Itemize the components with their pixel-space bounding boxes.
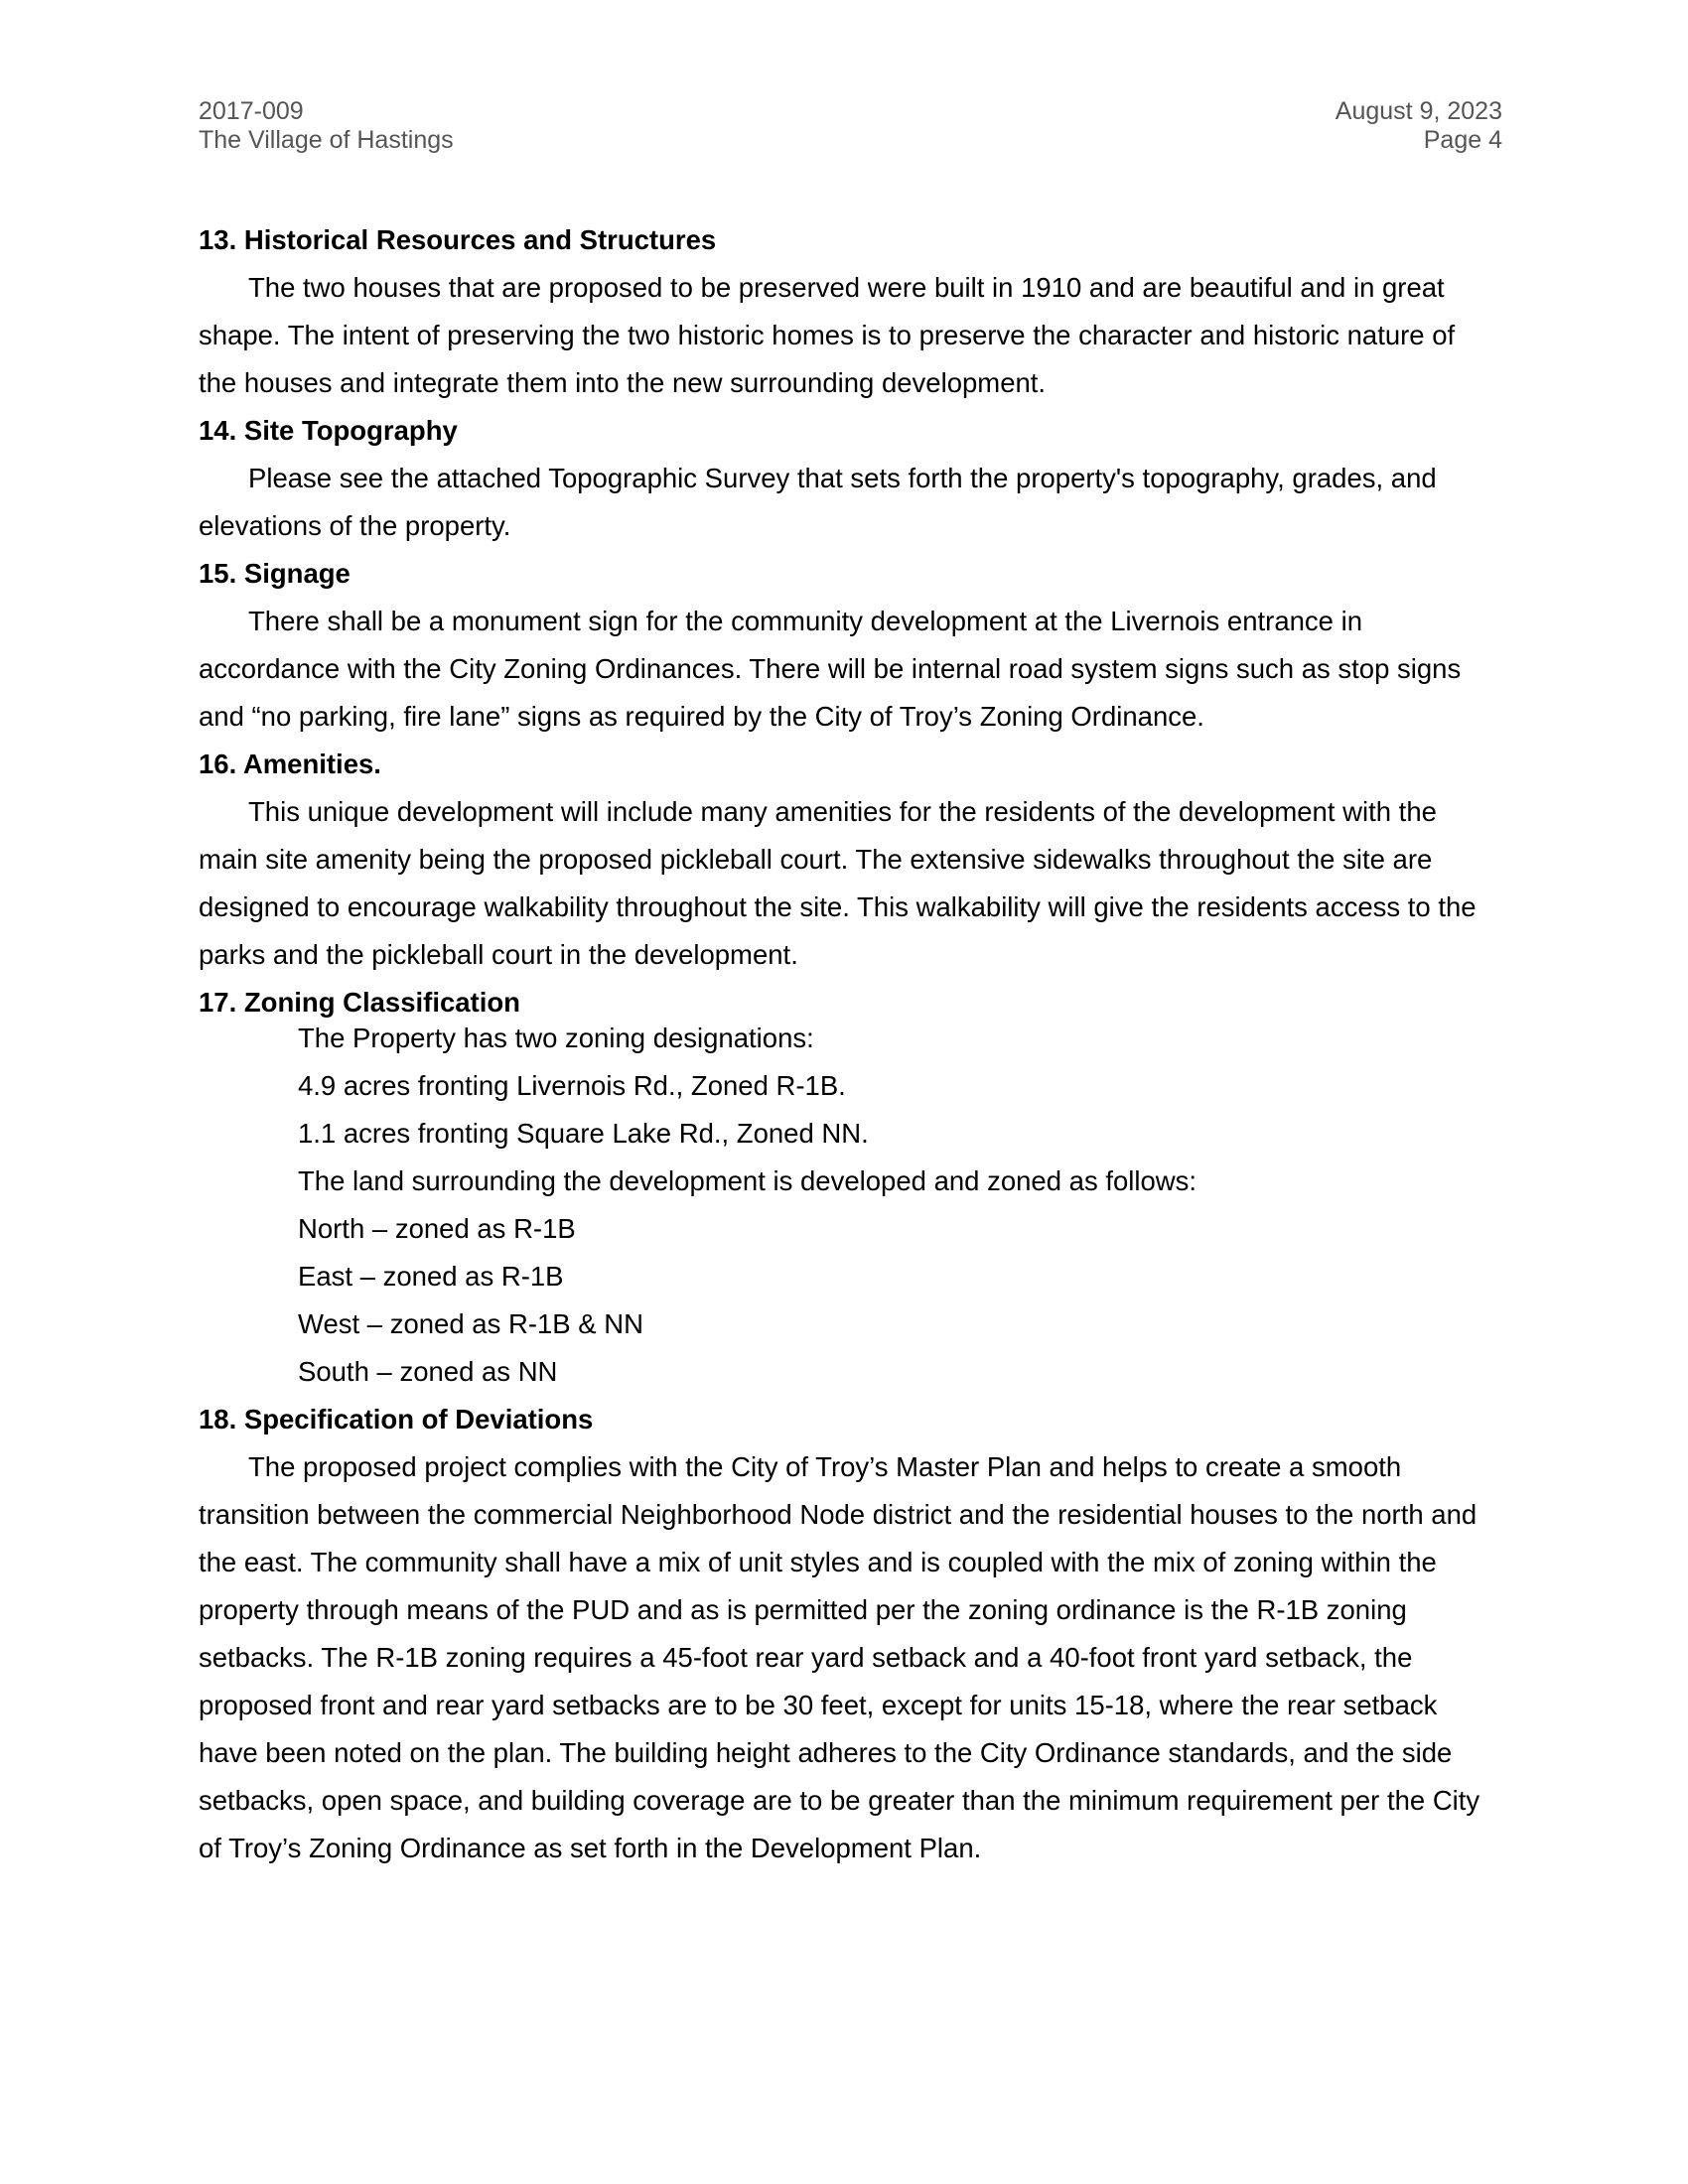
zoning-list xyxy=(199,1015,1489,1396)
document-date: August 9, 2023 xyxy=(1335,97,1502,125)
zoning-line: East – zoned as R-1B xyxy=(298,1261,564,1292)
section-16 xyxy=(199,741,1489,979)
section-heading: 17. Zoning Classification xyxy=(199,987,520,1018)
section-paragraph: The proposed project complies with the City of Troy’s Master Plan and helps to create a smooth transition between the commercial Neighborhood Node district and the residential houses to the north and the east. The community shall have a mix of unit styles and is coupled with the mix of zoning within the property through means of the PUD and as is permitted per the zoning ordinance is the R-1B zoning setbacks. The R-1B zoning requires a 45-foot rear yard setback and a 40-foot front yard setback, the proposed front and rear yard setbacks are to be 30 feet, except for units 15-18, where the rear setback have been noted on the plan. The building height adheres to the City Ordinance standards, and the side setbacks, open space, and building coverage are to be greater than the minimum requirement per the City of Troy’s Zoning Ordinance as set forth in the Development Plan. xyxy=(199,1451,1480,1863)
document-body xyxy=(199,216,1489,1872)
page-header-left xyxy=(199,97,454,155)
zoning-line: West – zoned as R-1B & NN xyxy=(298,1308,643,1339)
section-paragraph: The two houses that are proposed to be preserved were built in 1910 and are beautiful and in great shape. The intent of preserving the two historic homes is to preserve the character and historic nature of the houses and integrate them into the new surrounding development. xyxy=(199,272,1456,398)
section-paragraph: This unique development will include many amenities for the residents of the development with the main site amenity being the proposed pickleball court. The extensive sidewalks throughout the site are designed to encourage walkability throughout the site. This walkability will give the residents access to the parks and the pickleball court in the development. xyxy=(199,796,1477,970)
section-paragraph: There shall be a monument sign for the community development at the Livernois entrance in accordance with the City Zoning Ordinances. There will be internal road system signs such as stop signs and “no parking, fire lane” signs as required by the City of Troy’s Zoning Ordinance. xyxy=(199,606,1462,732)
project-number: 2017-009 xyxy=(199,97,304,125)
zoning-line: 1.1 acres fronting Square Lake Rd., Zoned NN. xyxy=(298,1118,869,1149)
section-heading: 18. Specification of Deviations xyxy=(199,1404,594,1434)
project-name: The Village of Hastings xyxy=(199,126,454,154)
section-18 xyxy=(199,1396,1489,1872)
section-heading: 13. Historical Resources and Structures xyxy=(199,224,717,255)
zoning-line: 4.9 acres fronting Livernois Rd., Zoned R-1B. xyxy=(298,1070,846,1101)
section-heading: 15. Signage xyxy=(199,558,351,589)
section-heading: 14. Site Topography xyxy=(199,415,458,446)
zoning-line: The Property has two zoning designations: xyxy=(298,1023,814,1053)
page-header-right xyxy=(1336,97,1502,155)
section-heading: 16. Amenities. xyxy=(199,749,381,779)
section-14 xyxy=(199,407,1489,550)
page-number: Page 4 xyxy=(1423,126,1502,154)
section-13 xyxy=(199,216,1489,407)
zoning-line: The land surrounding the development is developed and zoned as follows: xyxy=(298,1165,1197,1196)
section-15 xyxy=(199,550,1489,741)
section-paragraph: Please see the attached Topographic Survey that sets forth the property's topography, grades, and elevations of the property. xyxy=(199,463,1437,541)
zoning-line: South – zoned as NN xyxy=(298,1356,558,1387)
zoning-line: North – zoned as R-1B xyxy=(298,1213,576,1244)
section-17 xyxy=(199,979,1489,1396)
